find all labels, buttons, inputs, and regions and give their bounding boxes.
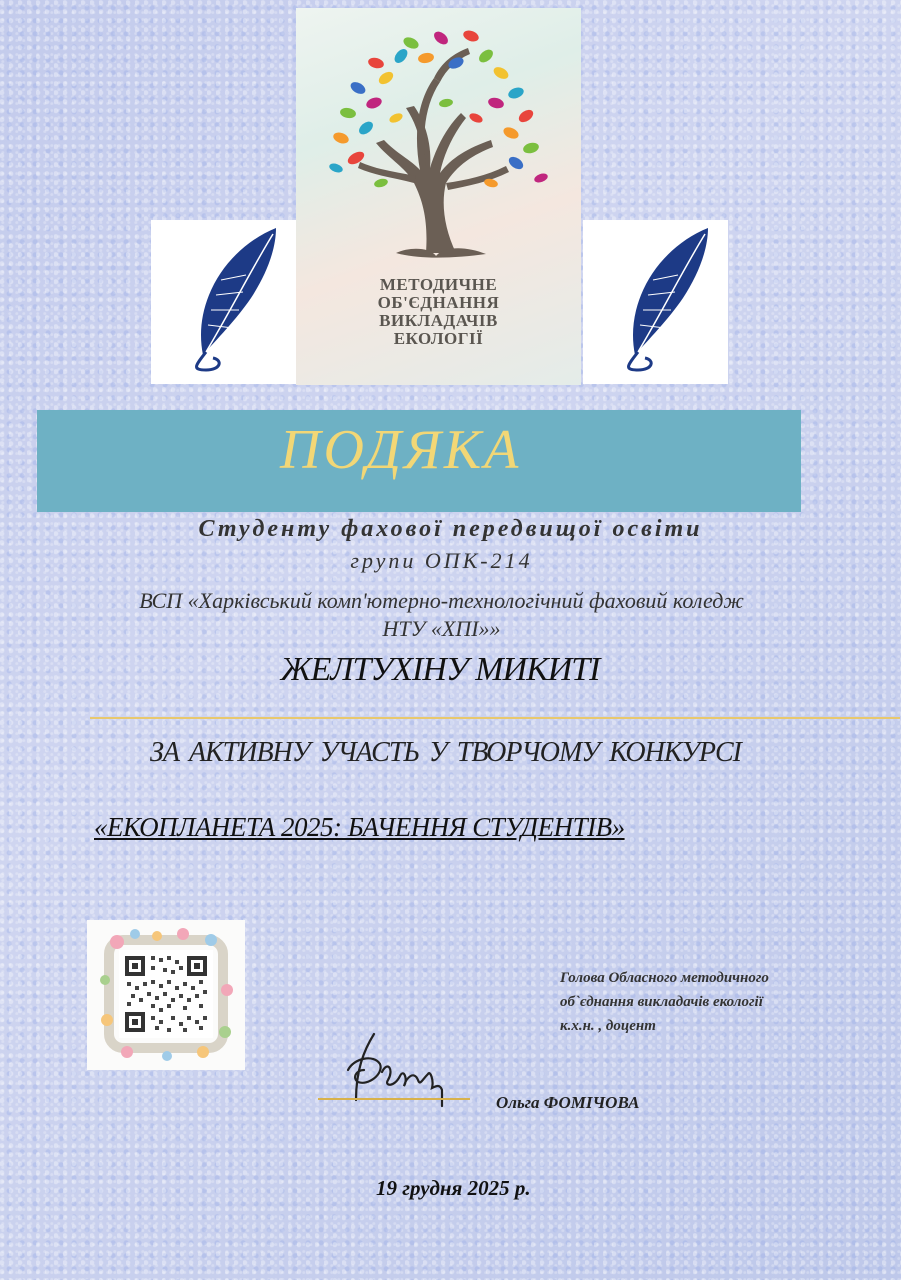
signatory-title-line: к.х.н. , доцент xyxy=(560,1018,656,1034)
logo-text xyxy=(296,276,581,348)
feather-icon xyxy=(151,220,296,384)
contest-name: «ЕКОПЛАНЕТА 2025: БАЧЕННЯ СТУДЕНТІВ» xyxy=(94,812,625,842)
recipient-status: Студенту фахової передвищої освіти xyxy=(198,516,703,542)
logo-text-line: ОБ'ЄДНАННЯ xyxy=(377,293,500,312)
signatory-title-line: Голова Обласного методичного xyxy=(560,970,769,986)
feather-icon xyxy=(583,220,728,384)
signatory-title xyxy=(560,966,769,1038)
logo-text-line: МЕТОДИЧНЕ xyxy=(379,275,498,294)
recipient-group: групи ОПК-214 xyxy=(350,548,533,573)
institution-name: ВСП «Харківський комп'ютерно-технологічний фаховий коледж xyxy=(139,588,744,613)
signatory-name: Ольга ФОМІЧОВА xyxy=(496,1093,640,1112)
divider xyxy=(90,717,900,719)
signature-line xyxy=(318,1098,470,1100)
signatory-title-line: об`єднання викладачів екології xyxy=(560,994,763,1010)
feather-panel-left xyxy=(151,220,296,384)
qr-code-icon xyxy=(87,920,245,1070)
award-reason: ЗА АКТИВНУ УЧАСТЬ У ТВОРЧОМУ КОНКУРСІ xyxy=(149,737,741,768)
tree-logo-icon xyxy=(296,8,581,278)
feather-panel-right xyxy=(583,220,728,384)
qr-panel xyxy=(87,920,245,1070)
logo-text-line: ЕКОЛОГІЇ xyxy=(393,329,484,348)
issue-date: 19 грудня 2025 р. xyxy=(376,1176,531,1200)
institution-name-cont: НТУ «ХПІ»» xyxy=(382,616,501,641)
certificate-title: ПОДЯКА xyxy=(280,419,522,481)
logo-panel xyxy=(296,8,581,385)
recipient-name: ЖЕЛТУХІНУ МИКИТІ xyxy=(280,651,600,688)
logo-text-line: ВИКЛАДАЧІВ xyxy=(379,311,498,330)
